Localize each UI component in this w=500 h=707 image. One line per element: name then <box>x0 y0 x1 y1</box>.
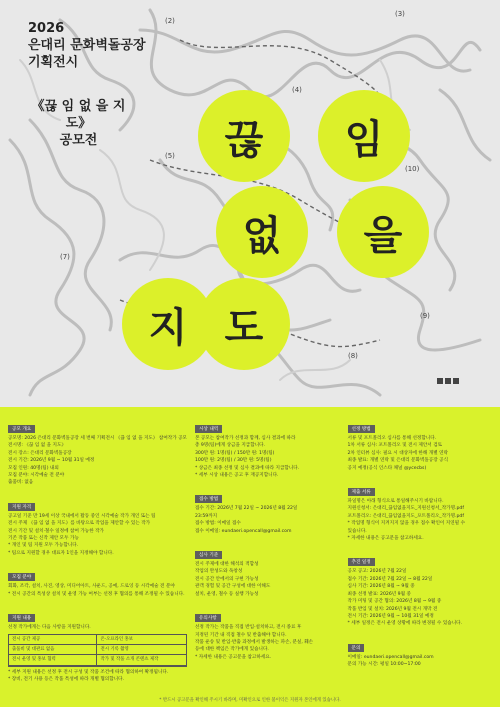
section-body <box>195 561 340 598</box>
section-line: * 전시 공간의 특성상 설치 및 운영 가능 여부는 선정 후 협의를 통해 조정될 수 있습니다. <box>8 591 185 597</box>
info-section-block <box>195 541 340 598</box>
info-section-block <box>8 604 187 683</box>
section-heading: 문의 <box>348 644 365 652</box>
section-line: 회화, 조각, 설치, 사진, 영상, 미디어아트, 사운드, 공예, 드로잉 등 시각예술 전 분야 <box>8 584 175 590</box>
section-heading: 지원 내용 <box>8 614 35 622</box>
section-body <box>8 583 187 598</box>
section-body <box>8 435 187 487</box>
info-column-1 <box>8 415 187 690</box>
section-line: * 자세한 내용은 공고문을 참고하세요. <box>194 654 272 660</box>
section-line: 전시 기간: 2026년 9월 ~ 10월 31일 예정 <box>8 458 95 464</box>
info-section-block <box>195 485 340 535</box>
section-body <box>348 498 493 542</box>
section-line: 모집 인원: 40명(팀) 내외 <box>8 465 59 471</box>
circle-char: 을 <box>337 186 429 278</box>
table-cell: 작가 및 작품 소개 콘텐츠 제작 <box>97 655 186 665</box>
section-line: 최종 발표: 개별 연락 및 은대리 문화벽돌공장 공식 <box>347 458 449 464</box>
section-line: 100만 원: 2명(팀) / 30만 원: 5명(팀) <box>194 458 272 464</box>
info-section-block <box>348 634 493 669</box>
route-number: (4) <box>292 86 302 94</box>
section-line: * 세부 시상 내용은 공고 후 재공지합니다. <box>194 473 279 479</box>
section-line: 최종 선정 발표: 2026년 9월 중 <box>347 591 411 597</box>
section-line: 있습니다. <box>347 528 367 534</box>
table-cell: 전시 기록 촬영 <box>97 645 186 655</box>
section-line: * 자세한 내용은 공고문을 참고하세요. <box>347 536 424 542</box>
section-line: 포트폴리오: 은대리_끊임없을지도_포트폴리오_작가명.pdf <box>347 513 464 519</box>
info-section-block <box>195 604 340 661</box>
section-heading: 유의사항 <box>195 614 221 622</box>
section-body <box>195 505 340 535</box>
section-line: * 세부 일정은 전시 운영 상황에 따라 변경될 수 있습니다. <box>347 621 463 627</box>
section-body <box>195 624 340 661</box>
title-block <box>28 20 146 71</box>
section-line: 1차 서류 심사: 포트폴리오 및 전시 제안서 검토 <box>347 443 443 449</box>
circle-char: 없 <box>216 186 308 278</box>
section-body <box>348 654 493 669</box>
route-number: (8) <box>348 352 358 360</box>
circle-char: 끊 <box>198 90 290 182</box>
section-line: * 장비, 전기 사용 등은 작품 특성에 따라 개별 협의합니다. <box>8 677 124 683</box>
squares-mark <box>437 378 459 384</box>
section-heading: 공모 개요 <box>8 425 35 433</box>
table-cell: 전시 운영 및 홍보 협력 <box>9 655 97 665</box>
section-line: 기존 작품 또는 신작 제안 모두 가능 <box>8 536 79 542</box>
table-cell: 온·오프라인 홍보 <box>97 635 186 645</box>
info-column-2 <box>195 415 340 690</box>
section-line: 접수 방법: 이메일 접수 <box>194 521 241 527</box>
section-line: * 개인 및 팀 지원 모두 가능합니다. <box>8 543 79 549</box>
section-body <box>8 513 187 557</box>
section-heading: 선정 방법 <box>348 425 375 433</box>
section-line: 전시 공간 안에서의 구현 가능성 <box>194 576 259 582</box>
section-line: 이메일: eundaeri.opencall@gmail.com <box>347 654 434 660</box>
route-number: (2) <box>165 17 175 25</box>
section-line: 설치, 운영, 철수 등 실행 가능성 <box>194 591 259 597</box>
section-line: 선정 작가에게는 다음 사항을 지원합니다. <box>8 625 91 631</box>
section-line: 심사 기간: 2026년 8월 ~ 9월 중 <box>347 584 415 590</box>
section-line: 300만 원: 1명(팀) / 150만 원: 1명(팀) <box>194 450 275 456</box>
footnote: * 반드시 공고문을 확인해 주시기 바라며, 미확인으로 인한 불이익은 지원자 본인에게 있습니다. <box>159 698 341 703</box>
circle-char: 도 <box>198 278 290 370</box>
section-line: 지정된 기간 내 직접 철수 및 반출해야 합니다. <box>194 632 287 638</box>
section-line: 전시 주제 《끊 임 없 을 지도》를 바탕으로 작업을 제안할 수 있는 작가 <box>8 521 151 527</box>
section-heading: 지원 자격 <box>8 503 35 511</box>
contest-name: 《끊 임 없 을 지도》 <box>31 99 126 131</box>
support-table <box>8 634 187 667</box>
section-line: 전시명: 《끊 임 없 을 지도》 <box>8 443 66 449</box>
section-heading: 추진 일정 <box>348 558 375 566</box>
section-line: 공모 공고: 2026년 7월 22일 <box>347 569 407 575</box>
section-line: 본 공모는 참여작가 선정과 함께, 심사 결과에 따라 <box>194 436 296 441</box>
section-body <box>8 624 187 683</box>
section-line: 전시 기간: 2026년 9월 ~ 10월 31일 예정 <box>347 613 434 619</box>
circle-char: 지 <box>122 278 214 370</box>
info-section-block <box>195 415 340 479</box>
section-line: 지원신청서: 은대리_끊임없을지도_지원신청서_작가명.pdf <box>347 506 464 512</box>
section-line: * 세부 지원 내용은 선정 후 전시 구성 및 작품 조건에 따라 협의하여 확정됩니다. <box>8 669 169 675</box>
route-number: (7) <box>60 253 70 261</box>
route-number: (5) <box>165 152 175 160</box>
title-line: 기획전시 <box>28 55 79 70</box>
section-line: 접수 기간: 2026년 7월 22일 ~ 8월 22일 <box>347 576 433 582</box>
section-line: 공지 예정(공식 인스타 채널 @ycecbs) <box>347 465 427 471</box>
section-line: 서류 및 포트폴리오 심사를 통해 선정합니다. <box>347 436 437 441</box>
info-section-block <box>8 493 187 557</box>
section-line: 파일명은 아래 형식으로 통일해주시기 바랍니다. <box>347 499 444 505</box>
section-line: * 상금은 최종 선정 및 심사 결과에 따라 지급합니다. <box>194 465 300 471</box>
section-line: * 작업명 형식이 지켜지지 않을 경우 접수 확인이 지연될 수 <box>347 521 466 527</box>
route-number: (10) <box>405 165 420 173</box>
section-line: 2차 인터뷰 심사: 필요 시 대상자에 한해 개별 연락 <box>347 450 448 456</box>
contest-title <box>26 98 131 149</box>
section-heading: 심사 기준 <box>195 551 222 559</box>
section-line: 전시 주제에 대한 해석의 적합성 <box>194 562 259 568</box>
section-heading: 모집 분야 <box>8 573 35 581</box>
info-section-block <box>348 548 493 627</box>
section-line: 관객 경험 및 공간 구성에 대한 이해도 <box>194 584 271 590</box>
section-line: 작가 미팅 및 공간 협의: 2026년 8월 ~ 9월 중 <box>347 599 442 605</box>
title-line: 은대리 문화벽돌공장 <box>28 38 146 53</box>
info-column-3 <box>348 415 493 690</box>
section-line: 문의 가능 시간: 평일 10:00~17:00 <box>347 662 421 668</box>
circle-char: 임 <box>318 90 410 182</box>
section-body <box>195 435 340 479</box>
section-line: 접수 기간: 2026년 7월 22일 ~ 2026년 8월 22일 <box>194 506 298 512</box>
section-line: 공모명: 2026 은대리 문화벽돌공장 세 번째 기획전시 《끊 임 없 을 지도》 참여작가 공모 <box>8 436 187 441</box>
info-section-block <box>8 415 187 487</box>
section-line: 작품 운송 및 반입·반출 과정에서 발생하는 파손, 분실, 훼손 <box>194 639 314 645</box>
section-heading: 접수 방법 <box>195 495 222 503</box>
section-line: 전시 장소: 은대리 문화벽돌공장 <box>8 450 72 456</box>
section-body <box>348 435 493 472</box>
info-section-block <box>348 478 493 542</box>
section-line: 작품 반입 및 설치: 2026년 9월 전시 개막 전 <box>347 606 438 612</box>
info-section-block <box>8 563 187 598</box>
table-cell: 전시 공간 제공 <box>9 635 97 645</box>
title-line: 2026 <box>28 21 65 36</box>
section-line: 출품비: 없음 <box>8 480 34 486</box>
section-line: 선정 작가는 작품을 직접 반입·설치하고, 전시 종료 후 <box>194 625 302 631</box>
info-section-block <box>348 415 493 472</box>
section-heading: 제출 서류 <box>348 488 375 496</box>
section-line: 모집 분야: 시각예술 전 분야 <box>8 473 65 479</box>
section-line: 총 9명(팀)에게 상금을 지급합니다. <box>194 443 266 449</box>
section-line: 접수 이메일: eundaeri.opencall@gmail.com <box>194 528 292 534</box>
section-line: 23:59까지 <box>194 513 218 519</box>
contest-label: 공모전 <box>59 133 98 148</box>
info-section <box>0 407 500 707</box>
route-number: (9) <box>420 312 430 320</box>
section-line: 등에 대한 책임은 작가에게 있습니다. <box>194 647 269 653</box>
table-cell: 출품비 및 대관료 없음 <box>9 645 97 655</box>
section-body <box>348 568 493 627</box>
route-number: (3) <box>395 10 405 18</box>
section-line: 작업의 완성도와 독창성 <box>194 569 243 575</box>
section-line: 공고일 기준 만 19세 이상 국내에서 활동 중인 시각예술 작가 개인 또는 팀 <box>8 513 156 519</box>
section-heading: 시상 내역 <box>195 425 222 433</box>
section-line: 전시 기간 및 설치·철수 일정에 참여 가능한 작가 <box>8 528 104 534</box>
section-line: * 팀으로 지원할 경우 대표자 1인을 지정해야 합니다. <box>8 550 114 556</box>
